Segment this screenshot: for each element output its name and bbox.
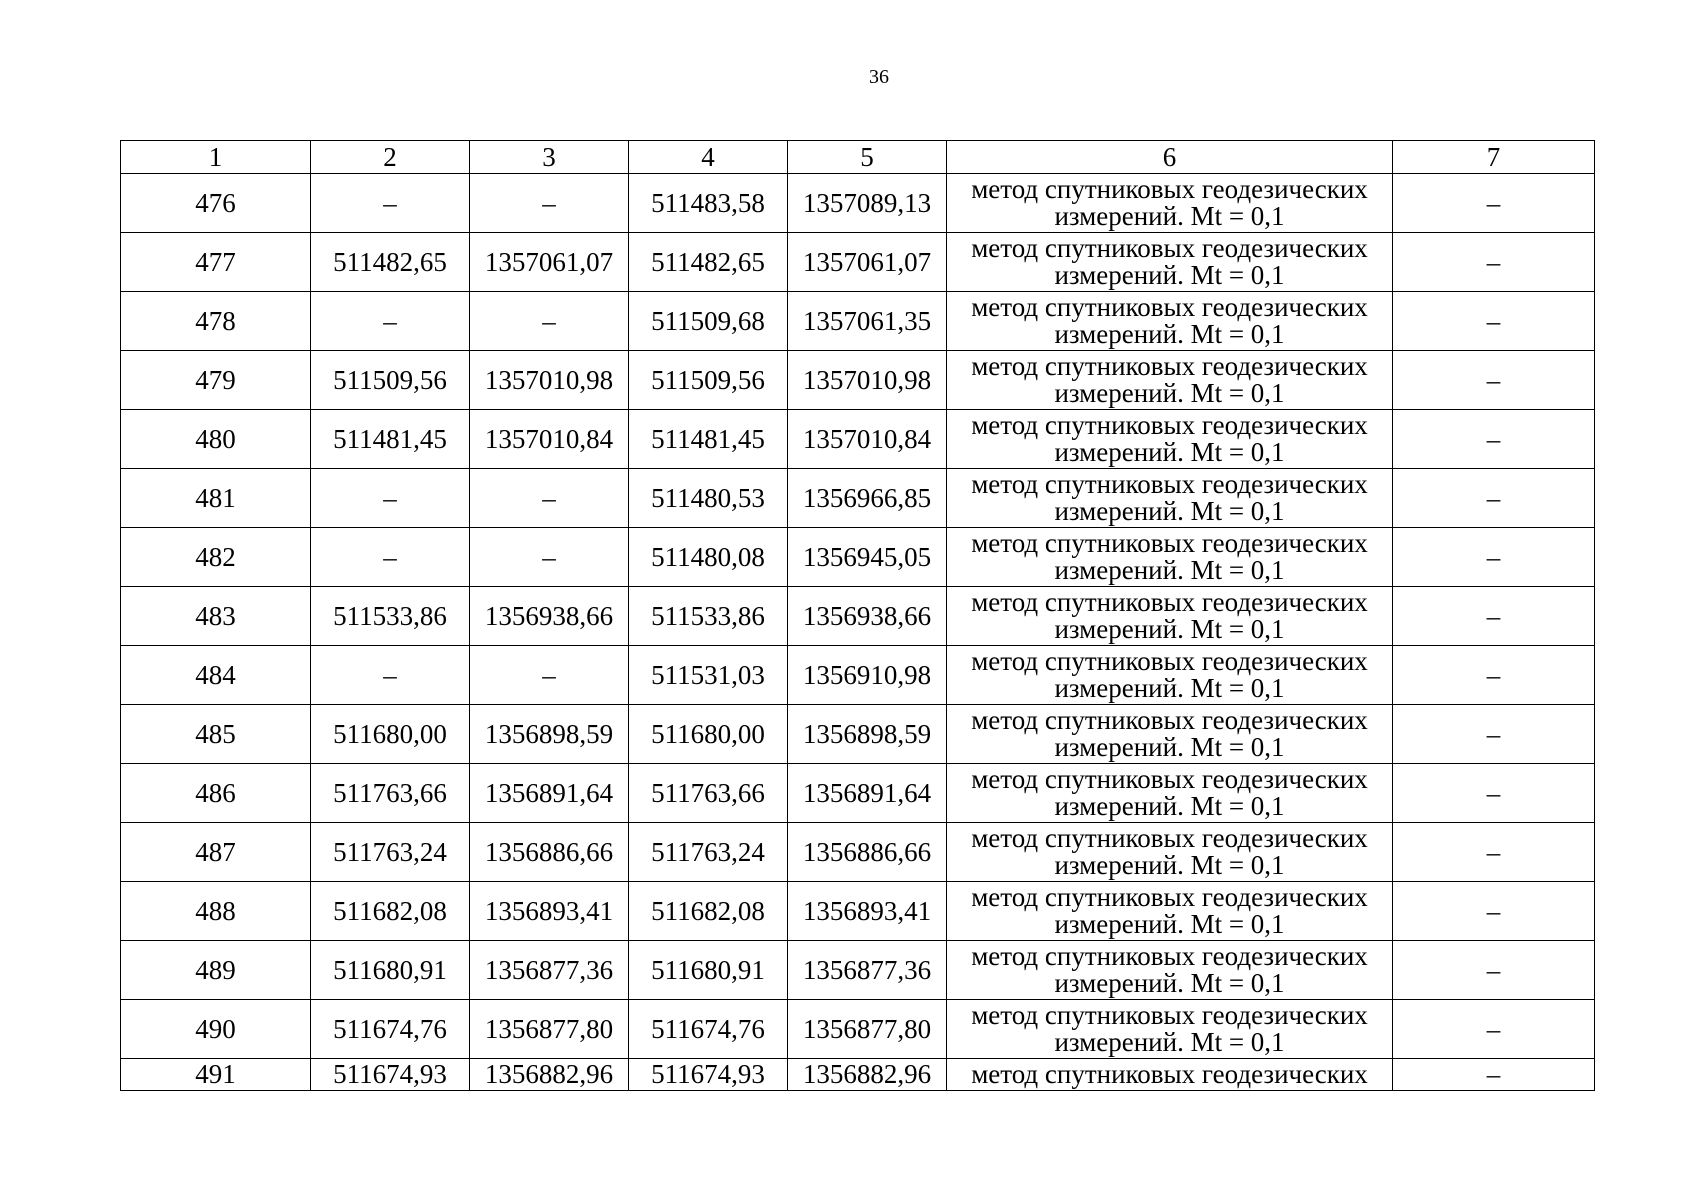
cell: – — [311, 646, 470, 705]
cell: 511531,03 — [629, 646, 788, 705]
table-row — [121, 292, 1595, 351]
cell: 1357089,13 — [788, 174, 947, 233]
table-row — [121, 764, 1595, 823]
cell: – — [470, 469, 629, 528]
method-cell — [947, 587, 1393, 646]
cell: 1356882,96 — [470, 1059, 629, 1091]
cell: 511674,76 — [311, 1000, 470, 1059]
cell: 1357061,07 — [788, 233, 947, 292]
cell: – — [1393, 528, 1595, 587]
cell: 1356938,66 — [788, 587, 947, 646]
cell: – — [470, 174, 629, 233]
cell: – — [470, 646, 629, 705]
method-line-1: метод спутниковых геодезических — [971, 646, 1368, 676]
point-number: 487 — [121, 823, 311, 882]
table-row — [121, 705, 1595, 764]
cell: – — [311, 469, 470, 528]
header-cell: 5 — [788, 141, 947, 174]
method-line-1: метод спутниковых геодезических — [971, 1000, 1368, 1030]
cell: 511480,53 — [629, 469, 788, 528]
cell: 511674,76 — [629, 1000, 788, 1059]
method-line-1: метод спутниковых геодезических — [971, 469, 1368, 499]
method-line-1: метод спутниковых геодезических — [971, 292, 1368, 322]
method-line-1: метод спутниковых геодезических — [971, 1059, 1368, 1089]
cell: 511674,93 — [311, 1059, 470, 1091]
method-line-1: метод спутниковых геодезических — [971, 587, 1368, 617]
cell: – — [1393, 764, 1595, 823]
cell: 511682,08 — [311, 882, 470, 941]
point-number: 476 — [121, 174, 311, 233]
cell: – — [1393, 174, 1595, 233]
cell: 511680,91 — [629, 941, 788, 1000]
method-cell — [947, 646, 1393, 705]
method-line-2: измерений. Mt = 0,1 — [1054, 319, 1285, 349]
cell: 511763,66 — [311, 764, 470, 823]
cell: 511509,56 — [629, 351, 788, 410]
table-row — [121, 587, 1595, 646]
cell: – — [470, 292, 629, 351]
point-number: 478 — [121, 292, 311, 351]
cell: 511763,24 — [629, 823, 788, 882]
method-line-2: измерений. Mt = 0,1 — [1054, 496, 1285, 526]
method-cell — [947, 292, 1393, 351]
method-cell — [947, 233, 1393, 292]
cell: 511509,56 — [311, 351, 470, 410]
cell: 1356891,64 — [788, 764, 947, 823]
method-line-1: метод спутниковых геодезических — [971, 528, 1368, 558]
cell: 511763,66 — [629, 764, 788, 823]
point-number: 484 — [121, 646, 311, 705]
cell: – — [470, 528, 629, 587]
cell: 1356877,36 — [470, 941, 629, 1000]
cell: 511680,91 — [311, 941, 470, 1000]
table-row — [121, 469, 1595, 528]
cell: – — [1393, 941, 1595, 1000]
cell: 1357010,84 — [788, 410, 947, 469]
point-number: 486 — [121, 764, 311, 823]
table-row — [121, 410, 1595, 469]
cell: 511533,86 — [311, 587, 470, 646]
cell: – — [1393, 469, 1595, 528]
method-line-1: метод спутниковых геодезических — [971, 410, 1368, 440]
cell: 511533,86 — [629, 587, 788, 646]
cell: 1357010,98 — [470, 351, 629, 410]
point-number: 480 — [121, 410, 311, 469]
method-line-1: метод спутниковых геодезических — [971, 823, 1368, 853]
cell: 1356877,36 — [788, 941, 947, 1000]
table-row — [121, 233, 1595, 292]
method-line-2: измерений. Mt = 0,1 — [1054, 968, 1285, 998]
method-cell — [947, 823, 1393, 882]
method-line-2: измерений. Mt = 0,1 — [1054, 1027, 1285, 1057]
cell: – — [311, 528, 470, 587]
cell: 1356886,66 — [788, 823, 947, 882]
cell: – — [1393, 882, 1595, 941]
method-cell — [947, 528, 1393, 587]
table-row — [121, 941, 1595, 1000]
cell: 1356966,85 — [788, 469, 947, 528]
method-cell — [947, 410, 1393, 469]
cell: – — [1393, 410, 1595, 469]
method-line-1: метод спутниковых геодезических — [971, 941, 1368, 971]
cell: 511482,65 — [311, 233, 470, 292]
cell: 1356898,59 — [470, 705, 629, 764]
cell: 1356893,41 — [788, 882, 947, 941]
cell: – — [1393, 233, 1595, 292]
cell: 511680,00 — [629, 705, 788, 764]
cell: 511482,65 — [629, 233, 788, 292]
cell: 1356891,64 — [470, 764, 629, 823]
point-number: 482 — [121, 528, 311, 587]
point-number: 481 — [121, 469, 311, 528]
point-number: 491 — [121, 1059, 311, 1091]
table-row — [121, 174, 1595, 233]
cell: – — [1393, 1000, 1595, 1059]
cell: 511480,08 — [629, 528, 788, 587]
point-number: 490 — [121, 1000, 311, 1059]
header-cell: 4 — [629, 141, 788, 174]
table-row — [121, 646, 1595, 705]
cell: 1356877,80 — [788, 1000, 947, 1059]
cell: 1357010,98 — [788, 351, 947, 410]
cell: 511674,93 — [629, 1059, 788, 1091]
point-number: 485 — [121, 705, 311, 764]
cell: – — [1393, 351, 1595, 410]
method-line-1: метод спутниковых геодезических — [971, 764, 1368, 794]
method-line-2: измерений. Mt = 0,1 — [1054, 850, 1285, 880]
method-line-2: измерений. Mt = 0,1 — [1054, 437, 1285, 467]
point-number: 488 — [121, 882, 311, 941]
cell: – — [1393, 705, 1595, 764]
method-cell — [947, 351, 1393, 410]
method-cell — [947, 764, 1393, 823]
point-number: 479 — [121, 351, 311, 410]
method-line-2: измерений. Mt = 0,1 — [1054, 732, 1285, 762]
cell: 1356938,66 — [470, 587, 629, 646]
cell: 511763,24 — [311, 823, 470, 882]
table-row — [121, 882, 1595, 941]
method-line-2: измерений. Mt = 0,1 — [1054, 791, 1285, 821]
method-cell — [947, 705, 1393, 764]
cell: – — [1393, 587, 1595, 646]
cell: 1357010,84 — [470, 410, 629, 469]
method-line-1: метод спутниковых геодезических — [971, 705, 1368, 735]
header-cell: 2 — [311, 141, 470, 174]
cell: 511483,58 — [629, 174, 788, 233]
page-number: 36 — [869, 66, 889, 88]
cell: – — [311, 292, 470, 351]
cell: 511481,45 — [311, 410, 470, 469]
cell: 511481,45 — [629, 410, 788, 469]
method-cell — [947, 882, 1393, 941]
cell: 1356882,96 — [788, 1059, 947, 1091]
method-line-1: метод спутниковых геодезических — [971, 174, 1368, 204]
cell: – — [311, 174, 470, 233]
coordinates-table — [120, 140, 1595, 1091]
method-cell — [947, 174, 1393, 233]
method-line-1: метод спутниковых геодезических — [971, 882, 1368, 912]
cell: 1357061,35 — [788, 292, 947, 351]
cell: – — [1393, 1059, 1595, 1091]
point-number: 483 — [121, 587, 311, 646]
method-cell — [947, 469, 1393, 528]
method-line-2: измерений. Mt = 0,1 — [1054, 555, 1285, 585]
cell: – — [1393, 292, 1595, 351]
header-cell: 6 — [947, 141, 1393, 174]
cell: 1356910,98 — [788, 646, 947, 705]
point-number: 477 — [121, 233, 311, 292]
method-line-2: измерений. Mt = 0,1 — [1054, 260, 1285, 290]
method-cell — [947, 1000, 1393, 1059]
table-row — [121, 823, 1595, 882]
method-line-1: метод спутниковых геодезических — [971, 233, 1368, 263]
point-number: 489 — [121, 941, 311, 1000]
cell: 511682,08 — [629, 882, 788, 941]
method-line-1: метод спутниковых геодезических — [971, 351, 1368, 381]
cell: – — [1393, 646, 1595, 705]
cell: 511680,00 — [311, 705, 470, 764]
cell: – — [1393, 823, 1595, 882]
method-line-2: измерений. Mt = 0,1 — [1054, 673, 1285, 703]
cell: 1356877,80 — [470, 1000, 629, 1059]
method-cell — [947, 941, 1393, 1000]
header-row — [121, 141, 1595, 174]
header-cell: 7 — [1393, 141, 1595, 174]
method-line-2: измерений. Mt = 0,1 — [1054, 378, 1285, 408]
cell: 1356893,41 — [470, 882, 629, 941]
cell: 1357061,07 — [470, 233, 629, 292]
header-cell: 3 — [470, 141, 629, 174]
method-line-2: измерений. Mt = 0,1 — [1054, 201, 1285, 231]
cell: 1356898,59 — [788, 705, 947, 764]
method-line-2: измерений. Mt = 0,1 — [1054, 909, 1285, 939]
table-row — [121, 1059, 1595, 1091]
cell: 1356886,66 — [470, 823, 629, 882]
table-row — [121, 351, 1595, 410]
table-row — [121, 528, 1595, 587]
cell: 1356945,05 — [788, 528, 947, 587]
table-body — [121, 174, 1595, 1091]
cell: 511509,68 — [629, 292, 788, 351]
header-cell: 1 — [121, 141, 311, 174]
table-row — [121, 1000, 1595, 1059]
method-line-2: измерений. Mt = 0,1 — [1054, 614, 1285, 644]
method-cell — [947, 1059, 1393, 1091]
